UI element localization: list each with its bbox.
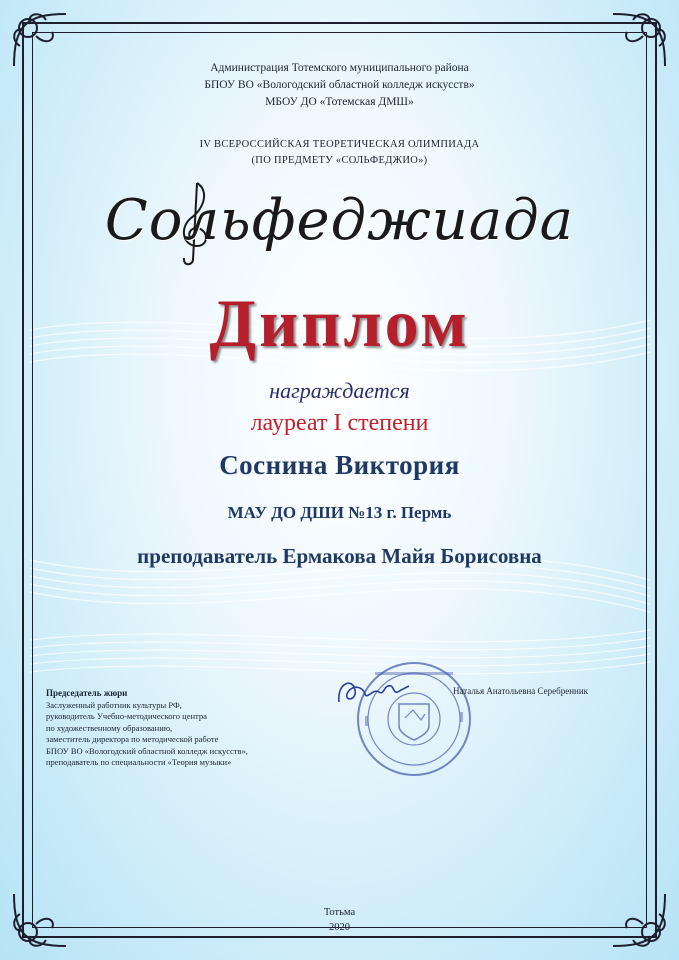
- jury-signer-name: Наталья Анатольевна Серебренник: [453, 686, 589, 696]
- organizer-block: [0, 60, 679, 111]
- jury-block: [46, 688, 306, 769]
- organizer-line: Администрация Тотемского муниципального района: [210, 62, 469, 74]
- footer-year: 2020: [329, 922, 350, 933]
- footer-block: [0, 905, 679, 935]
- recipient-name: Соснина Виктория: [219, 450, 460, 480]
- olympiad-subject: (ПО ПРЕДМЕТУ «СОЛЬФЕДЖИО»): [251, 155, 428, 166]
- jury-line: БПОУ ВО «Вологодский областной колледж искусств»,: [46, 745, 248, 756]
- frame-bottom: [22, 936, 657, 938]
- signature-icon: [333, 672, 413, 712]
- organizer-line: БПОУ ВО «Вологодский областной колледж искусств»: [204, 79, 475, 91]
- awarded-label: награждается: [269, 378, 410, 403]
- olympiad-title: IV ВСЕРОССИЙСКАЯ ТЕОРЕТИЧЕСКАЯ ОЛИМПИАДА: [199, 139, 480, 150]
- school-name: МАУ ДО ДШИ №13 г. Пермь: [227, 503, 452, 522]
- diploma-heading: Диплом: [209, 285, 470, 361]
- organizer-line: МБОУ ДО «Тотемская ДМШ»: [265, 96, 414, 108]
- event-title: Сольфеджиада: [104, 188, 575, 253]
- frame-top: [22, 22, 657, 24]
- footer-city: Тотьма: [323, 907, 356, 918]
- jury-line: Заслуженный работник культуры РФ,: [46, 699, 182, 710]
- frame-inner-top: [32, 32, 647, 33]
- jury-line: заместитель директора по методической работе: [46, 734, 219, 744]
- jury-title: Председатель жюри: [46, 688, 128, 698]
- jury-line: по художественному образованию,: [46, 722, 173, 733]
- laureate-degree: лауреат I степени: [250, 410, 429, 436]
- teacher-name: преподаватель Ермакова Майя Борисовна: [137, 544, 542, 568]
- olympiad-block: [0, 137, 679, 169]
- jury-line: преподаватель по специальности «Теория музыки»: [46, 757, 232, 767]
- jury-line: руководитель Учебно-методического центра: [46, 711, 207, 721]
